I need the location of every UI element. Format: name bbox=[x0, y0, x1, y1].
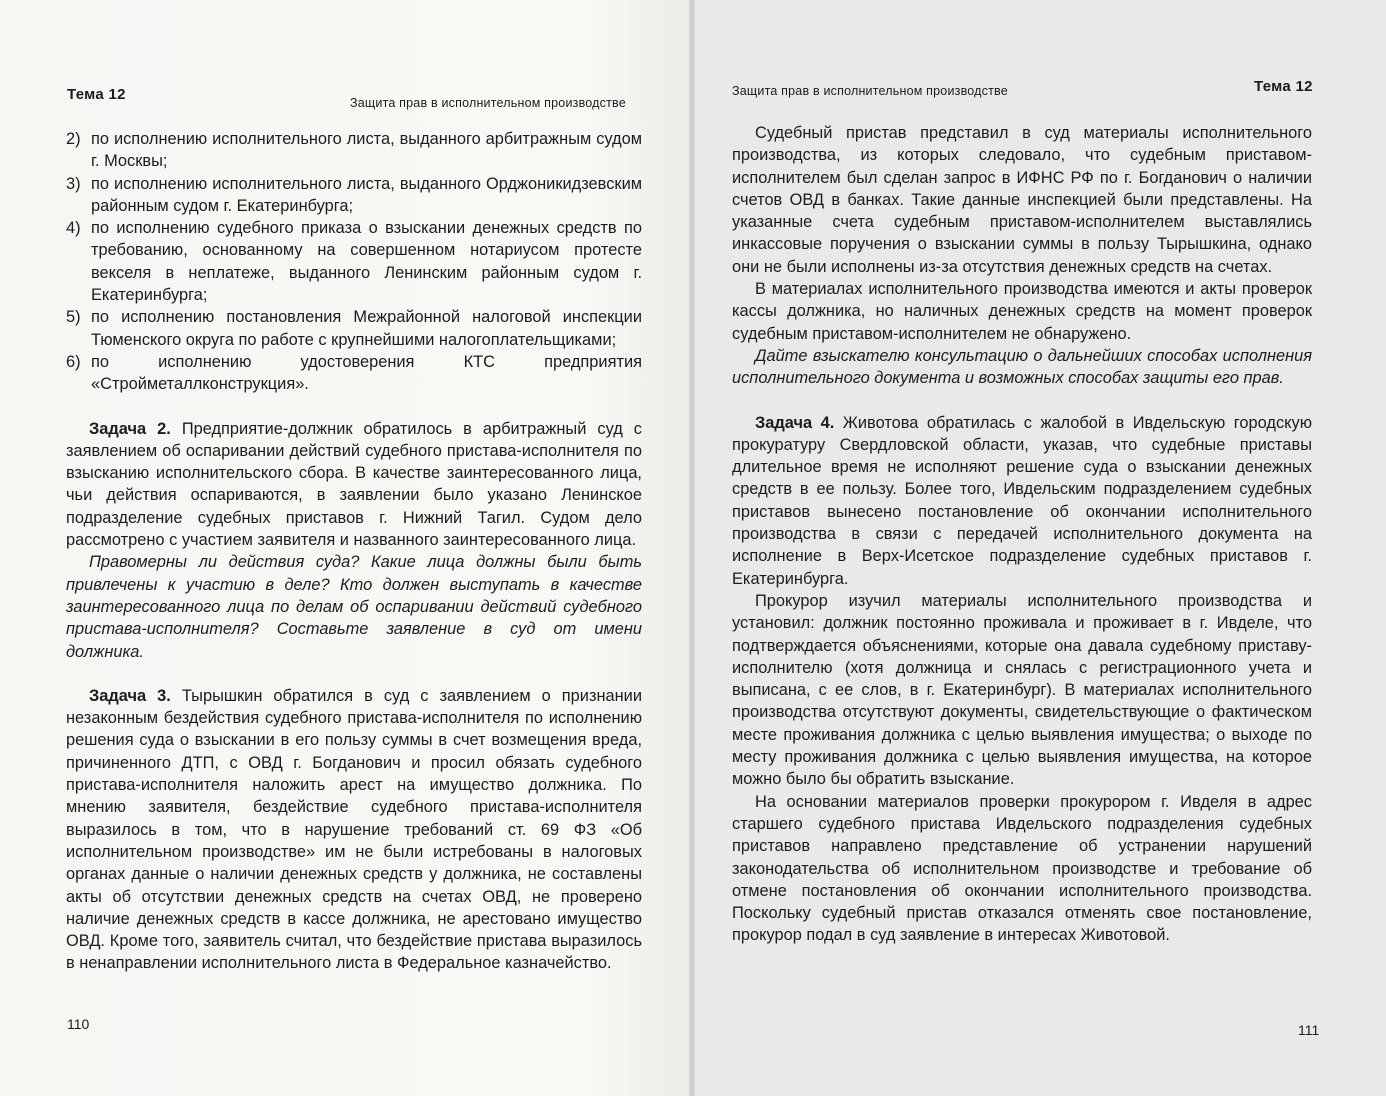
left-running-title: Защита прав в исполнительном производстве bbox=[350, 96, 626, 110]
list-item-text: по исполнению удостоверения КТС предприятия «Стройметаллконструкция». bbox=[91, 352, 642, 394]
task-4 bbox=[732, 412, 1312, 590]
task-2-label: Задача 2. bbox=[89, 419, 171, 438]
task-4-label: Задача 4. bbox=[755, 413, 835, 432]
list-item-number: 4) bbox=[66, 219, 81, 238]
left-theme-header: Тема 12 bbox=[67, 86, 126, 103]
right-paragraph-4: На основании материалов проверки прокурором г. Ивделя в адрес старшего судебного пристава Ивдельского подразделения судебных приставов направлено представление об устранении нарушений законодательства об исполнительном производстве и требование об отмене постановления об окончании исполнительного производства. Поскольку судебный пристав отказался отменять свое постановление, прокурор подал в суд заявление в интересах Животовой. bbox=[732, 792, 1312, 945]
list-item-text: по исполнению постановления Межрайонной налоговой инспекции Тюменского округа по работе с крупнейшими налогоплательщиками; bbox=[91, 308, 642, 349]
list-item-text: по исполнению исполнительного листа, выданного арбитражным судом г. Москвы; bbox=[91, 130, 642, 171]
task-2-question: Правомерны ли действия суда? Какие лица должны были быть привлечены к участию в деле? Кто должен выступать в качестве заинтересованного лица по делам об оспаривании действий судебного пристава-исполнителя? Составьте заявление в суд от имени должника. bbox=[66, 553, 642, 661]
list-item-number: 6) bbox=[66, 352, 81, 371]
right-theme-header: Тема 12 bbox=[1254, 78, 1313, 95]
left-page-number: 110 bbox=[67, 1016, 90, 1032]
right-paragraph-1: Судебный пристав представил в суд материалы исполнительного производства, из которых следовало, что судебным приставом-исполнителем был сделан запрос в ИФНС РФ по г. Богданович о наличии счетов ОВД в банках. Такие данные инспекцией были представлены. На указанные счета судебным приставом-исполнителем выставлялись инкассовые поручения о взыскании суммы в пользу Тырышкина, однако они не были исполнены из-за отсутствия денежных средств на счетах. bbox=[732, 124, 1312, 276]
task-3-text: Тырышкин обратился в суд с заявлением о признании незаконным бездействия судебного пристава-исполнителя по исполнению решения суда о взыскании в его пользу суммы в счет возмещения вреда, причиненного ДТП, с ОВД г. Богданович и просил обязать судебного пристава-исполнителя наложить арест на имущество должника. По мнению заявителя, бездействие судебного пристава-исполнителя выразилось в том, что в нарушение требований ст. 69 ФЗ «Об исполнительном производстве» им не были истребованы в налоговых органах данные о наличии денежных средств у должника, не составлены акты об отсутствии денежных средств на счетах ОВД, не проверено наличие денежных средств в кассе должника, не арестовано имущество ОВД. Кроме того, заявитель считал, что бездействие пристава выразилось в ненаправлении исполнительного листа в Федеральное казначейство. bbox=[66, 686, 642, 973]
right-paragraph-2: В материалах исполнительного производства имеются и акты проверок кассы должника, но наличных денежных средств на момент проверок судебным приставом-исполнителем не обнаружено. bbox=[732, 280, 1312, 343]
list-item-text: по исполнению исполнительного листа, выданного Орджоникидзевским районным судом г. Екатеринбурга; bbox=[91, 174, 642, 215]
right-page-content bbox=[732, 122, 1312, 947]
task-2-text: Предприятие-должник обратилось в арбитражный суд с заявлением об оспаривании действий судебного пристава-исполнителя по взысканию исполнительского сбора. В качестве заинтересованного лица, чьи действия оспариваются, в заявлении было указано Ленинское подразделение судебных приставов г. Нижний Тагил. Судом дело рассмотрено с участием заявителя и названного заинтересованного лица. bbox=[66, 419, 642, 550]
list-item-text: по исполнению судебного приказа о взыскании денежных средств по требованию, основанному на совершенном нотариусом протесте векселя в неплатеже, выданного Ленинским районным судом г. Екатеринбурга; bbox=[91, 219, 642, 305]
task-3-question: Дайте взыскателю консультацию о дальнейших способах исполнения исполнительного документа и возможных способах защиты его прав. bbox=[732, 346, 1312, 388]
task-4-text: Животова обратилась с жалобой в Ивдельскую городскую прокуратуру Свердловской области, указав, что судебные приставы длительное время не исполняют решение суда о взыскании денежных средств в ее пользу. Более того, Ивдельским подразделением судебных приставов вынесено постановление об окончании исполнительного производства в связи с передачей исполнительного документа на исполнение в Верх-Исетское подразделение судебных приставов г. Екатеринбурга. bbox=[732, 413, 1313, 588]
list-item-number: 5) bbox=[66, 308, 81, 327]
task-3-label: Задача 3. bbox=[89, 686, 171, 705]
list-item-number: 3) bbox=[66, 174, 81, 193]
right-running-title: Защита прав в исполнительном производстве bbox=[732, 84, 1008, 98]
right-page-number: 111 bbox=[1298, 1022, 1320, 1038]
right-paragraph-3: Прокурор изучил материалы исполнительного производства и установил: должник постоянно проживала и проживает в г. Ивделе, что подтверждается объяснениями, которые она давала судебному приставу-исполнителю (хотя должница и снялась с регистрационного учета и выписана, с ее слов, в г. Екатеринбург). В материалах исполнительного производства отсутствуют документы, свидетельствующие о фактическом месте проживания должника с целью выявления имущества; о выходе по месту проживания должника с целью выявления имущества, на которое можно было бы обратить взыскание. bbox=[732, 591, 1312, 789]
list-item-number: 2) bbox=[66, 130, 81, 148]
